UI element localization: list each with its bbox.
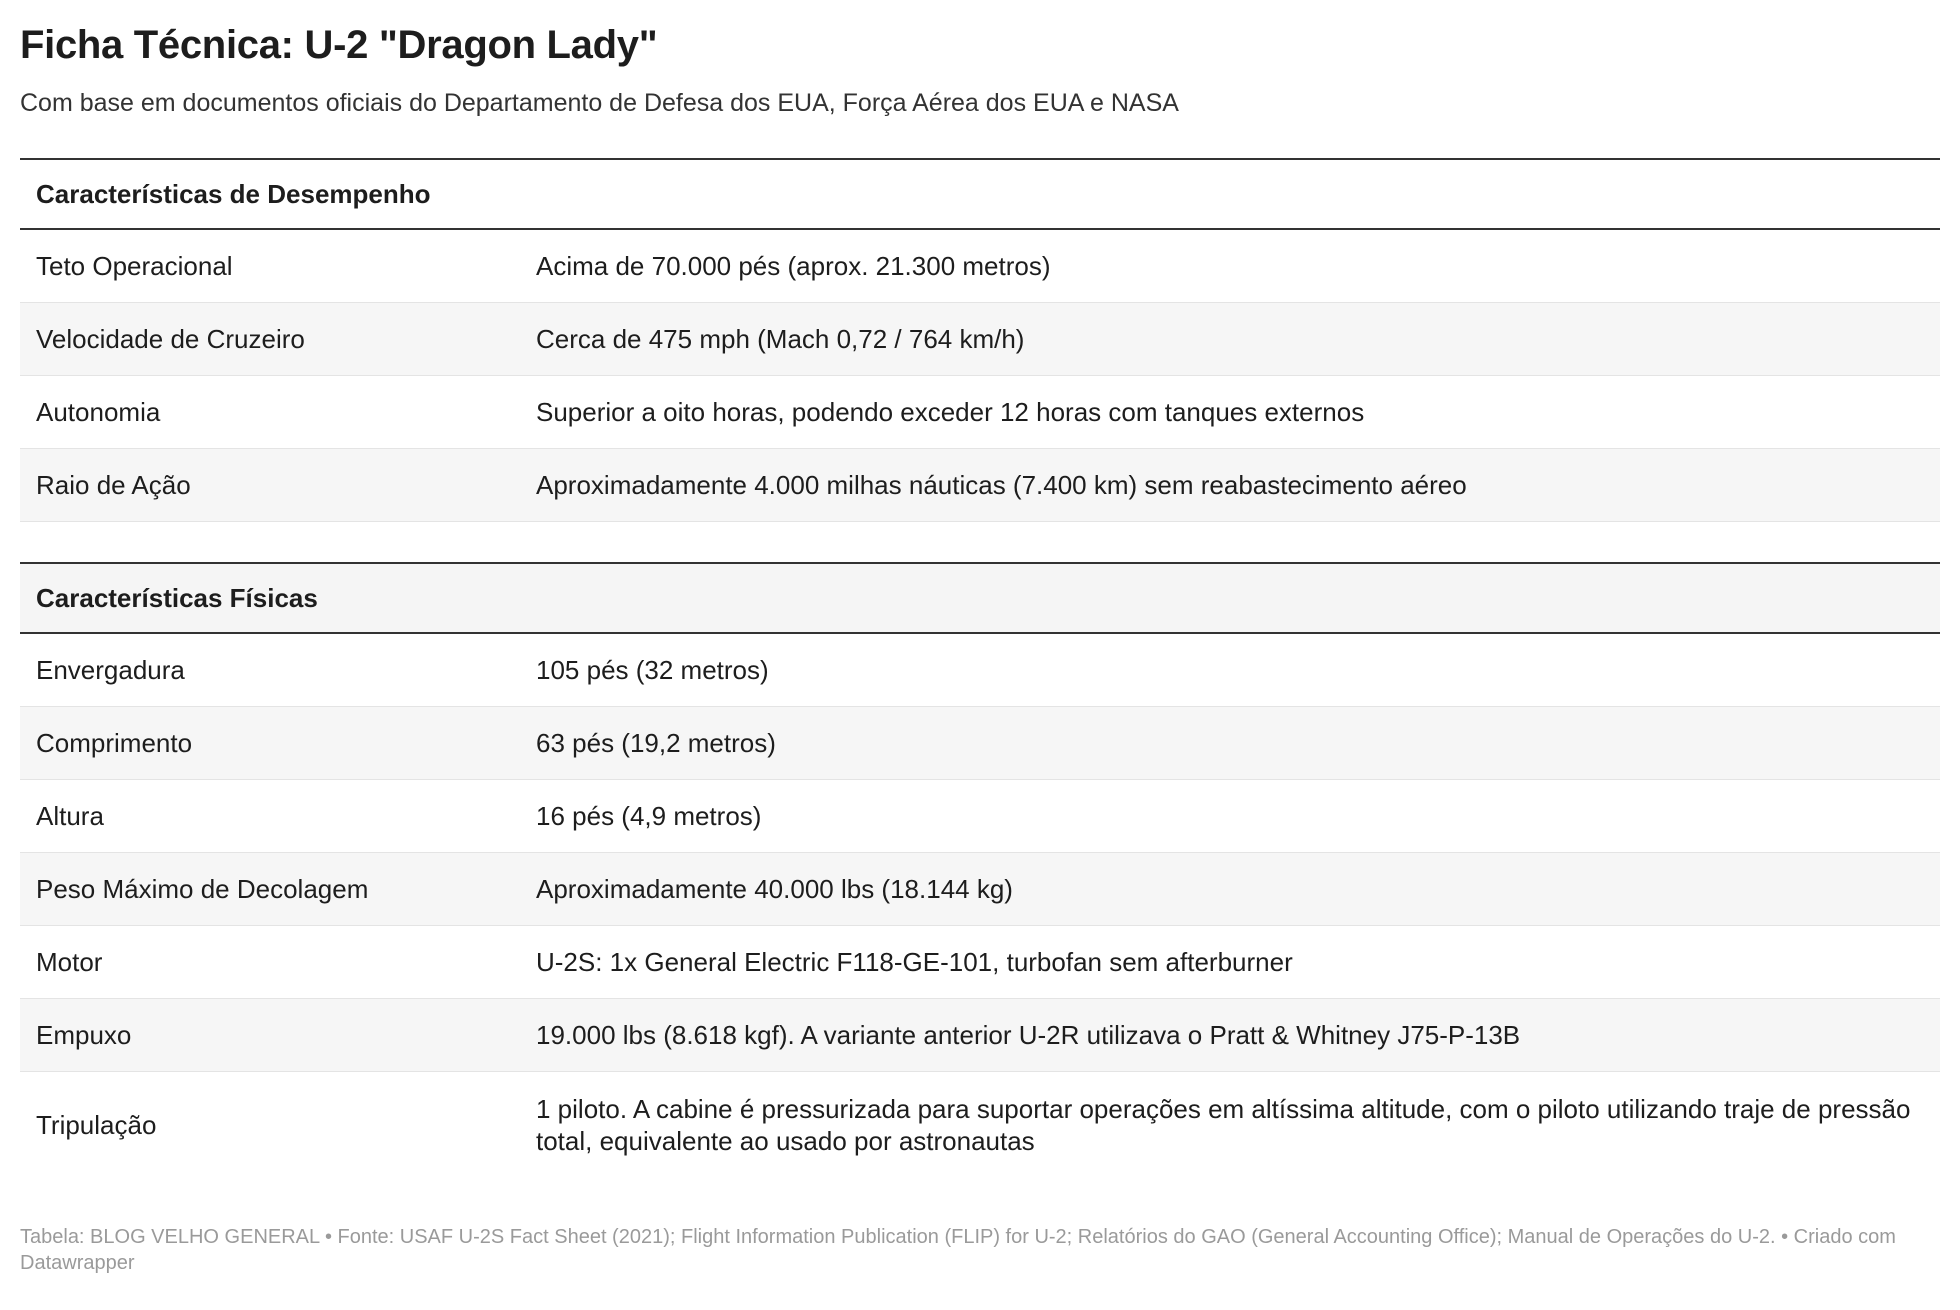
row-value: Aproximadamente 4.000 milhas náuticas (7.400 km) sem reabastecimento aéreo [536, 470, 1467, 500]
row-value: 63 pés (19,2 metros) [536, 728, 776, 758]
row-value: 105 pés (32 metros) [536, 655, 769, 685]
table-row [20, 634, 1940, 707]
table-row [20, 376, 1940, 449]
row-label: Peso Máximo de Decolagem [36, 874, 369, 904]
row-value: 1 piloto. A cabine é pressurizada para suportar operações em altíssima altitude, com o piloto utilizando traje de pressão total, equivalente ao usado por astronautas [536, 1094, 1911, 1156]
row-label: Altura [36, 801, 104, 831]
row-label: Motor [36, 947, 103, 977]
row-label: Envergadura [36, 655, 185, 685]
table-row [20, 853, 1940, 926]
page-subtitle: Com base em documentos oficiais do Departamento de Defesa dos EUA, Força Aérea dos EUA e NASA [20, 89, 1179, 117]
row-label: Velocidade de Cruzeiro [36, 324, 305, 354]
row-label: Empuxo [36, 1020, 132, 1050]
row-value: Acima de 70.000 pés (aprox. 21.300 metros) [536, 251, 1051, 281]
row-value: Cerca de 475 mph (Mach 0,72 / 764 km/h) [536, 324, 1025, 354]
row-label: Raio de Ação [36, 470, 191, 500]
table-row [20, 230, 1940, 303]
row-value: Aproximadamente 40.000 lbs (18.144 kg) [536, 874, 1013, 904]
source-footer: Tabela: BLOG VELHO GENERAL • Fonte: USAF U-2S Fact Sheet (2021); Flight Information Publication (FLIP) for U-2; Relatórios do GAO (General Accounting Office); Manual de Operações do U-2. • Criado com Datawrapper [20, 1226, 1896, 1274]
row-value: 19.000 lbs (8.618 kgf). A variante anterior U-2R utilizava o Pratt & Whitney J75-P-13B [536, 1020, 1521, 1050]
section-performance [20, 158, 1940, 522]
row-value: Superior a oito horas, podendo exceder 12 horas com tanques externos [536, 397, 1365, 427]
row-label: Autonomia [36, 397, 161, 427]
section-heading: Características Físicas [20, 562, 1940, 634]
row-label: Tripulação [36, 1110, 157, 1140]
section-heading: Características de Desempenho [20, 158, 1940, 230]
page-title: Ficha Técnica: U-2 "Dragon Lady" [20, 23, 658, 67]
row-value: 16 pés (4,9 metros) [536, 801, 762, 831]
row-label: Comprimento [36, 728, 193, 758]
table-row [20, 449, 1940, 522]
section-physical [20, 562, 1940, 1178]
row-value: U-2S: 1x General Electric F118-GE-101, turbofan sem afterburner [536, 947, 1293, 977]
table-row [20, 999, 1940, 1072]
row-label: Teto Operacional [36, 251, 233, 281]
table-row [20, 707, 1940, 780]
table-row [20, 780, 1940, 853]
table-row [20, 926, 1940, 999]
table-row [20, 1072, 1940, 1178]
table-row [20, 303, 1940, 376]
